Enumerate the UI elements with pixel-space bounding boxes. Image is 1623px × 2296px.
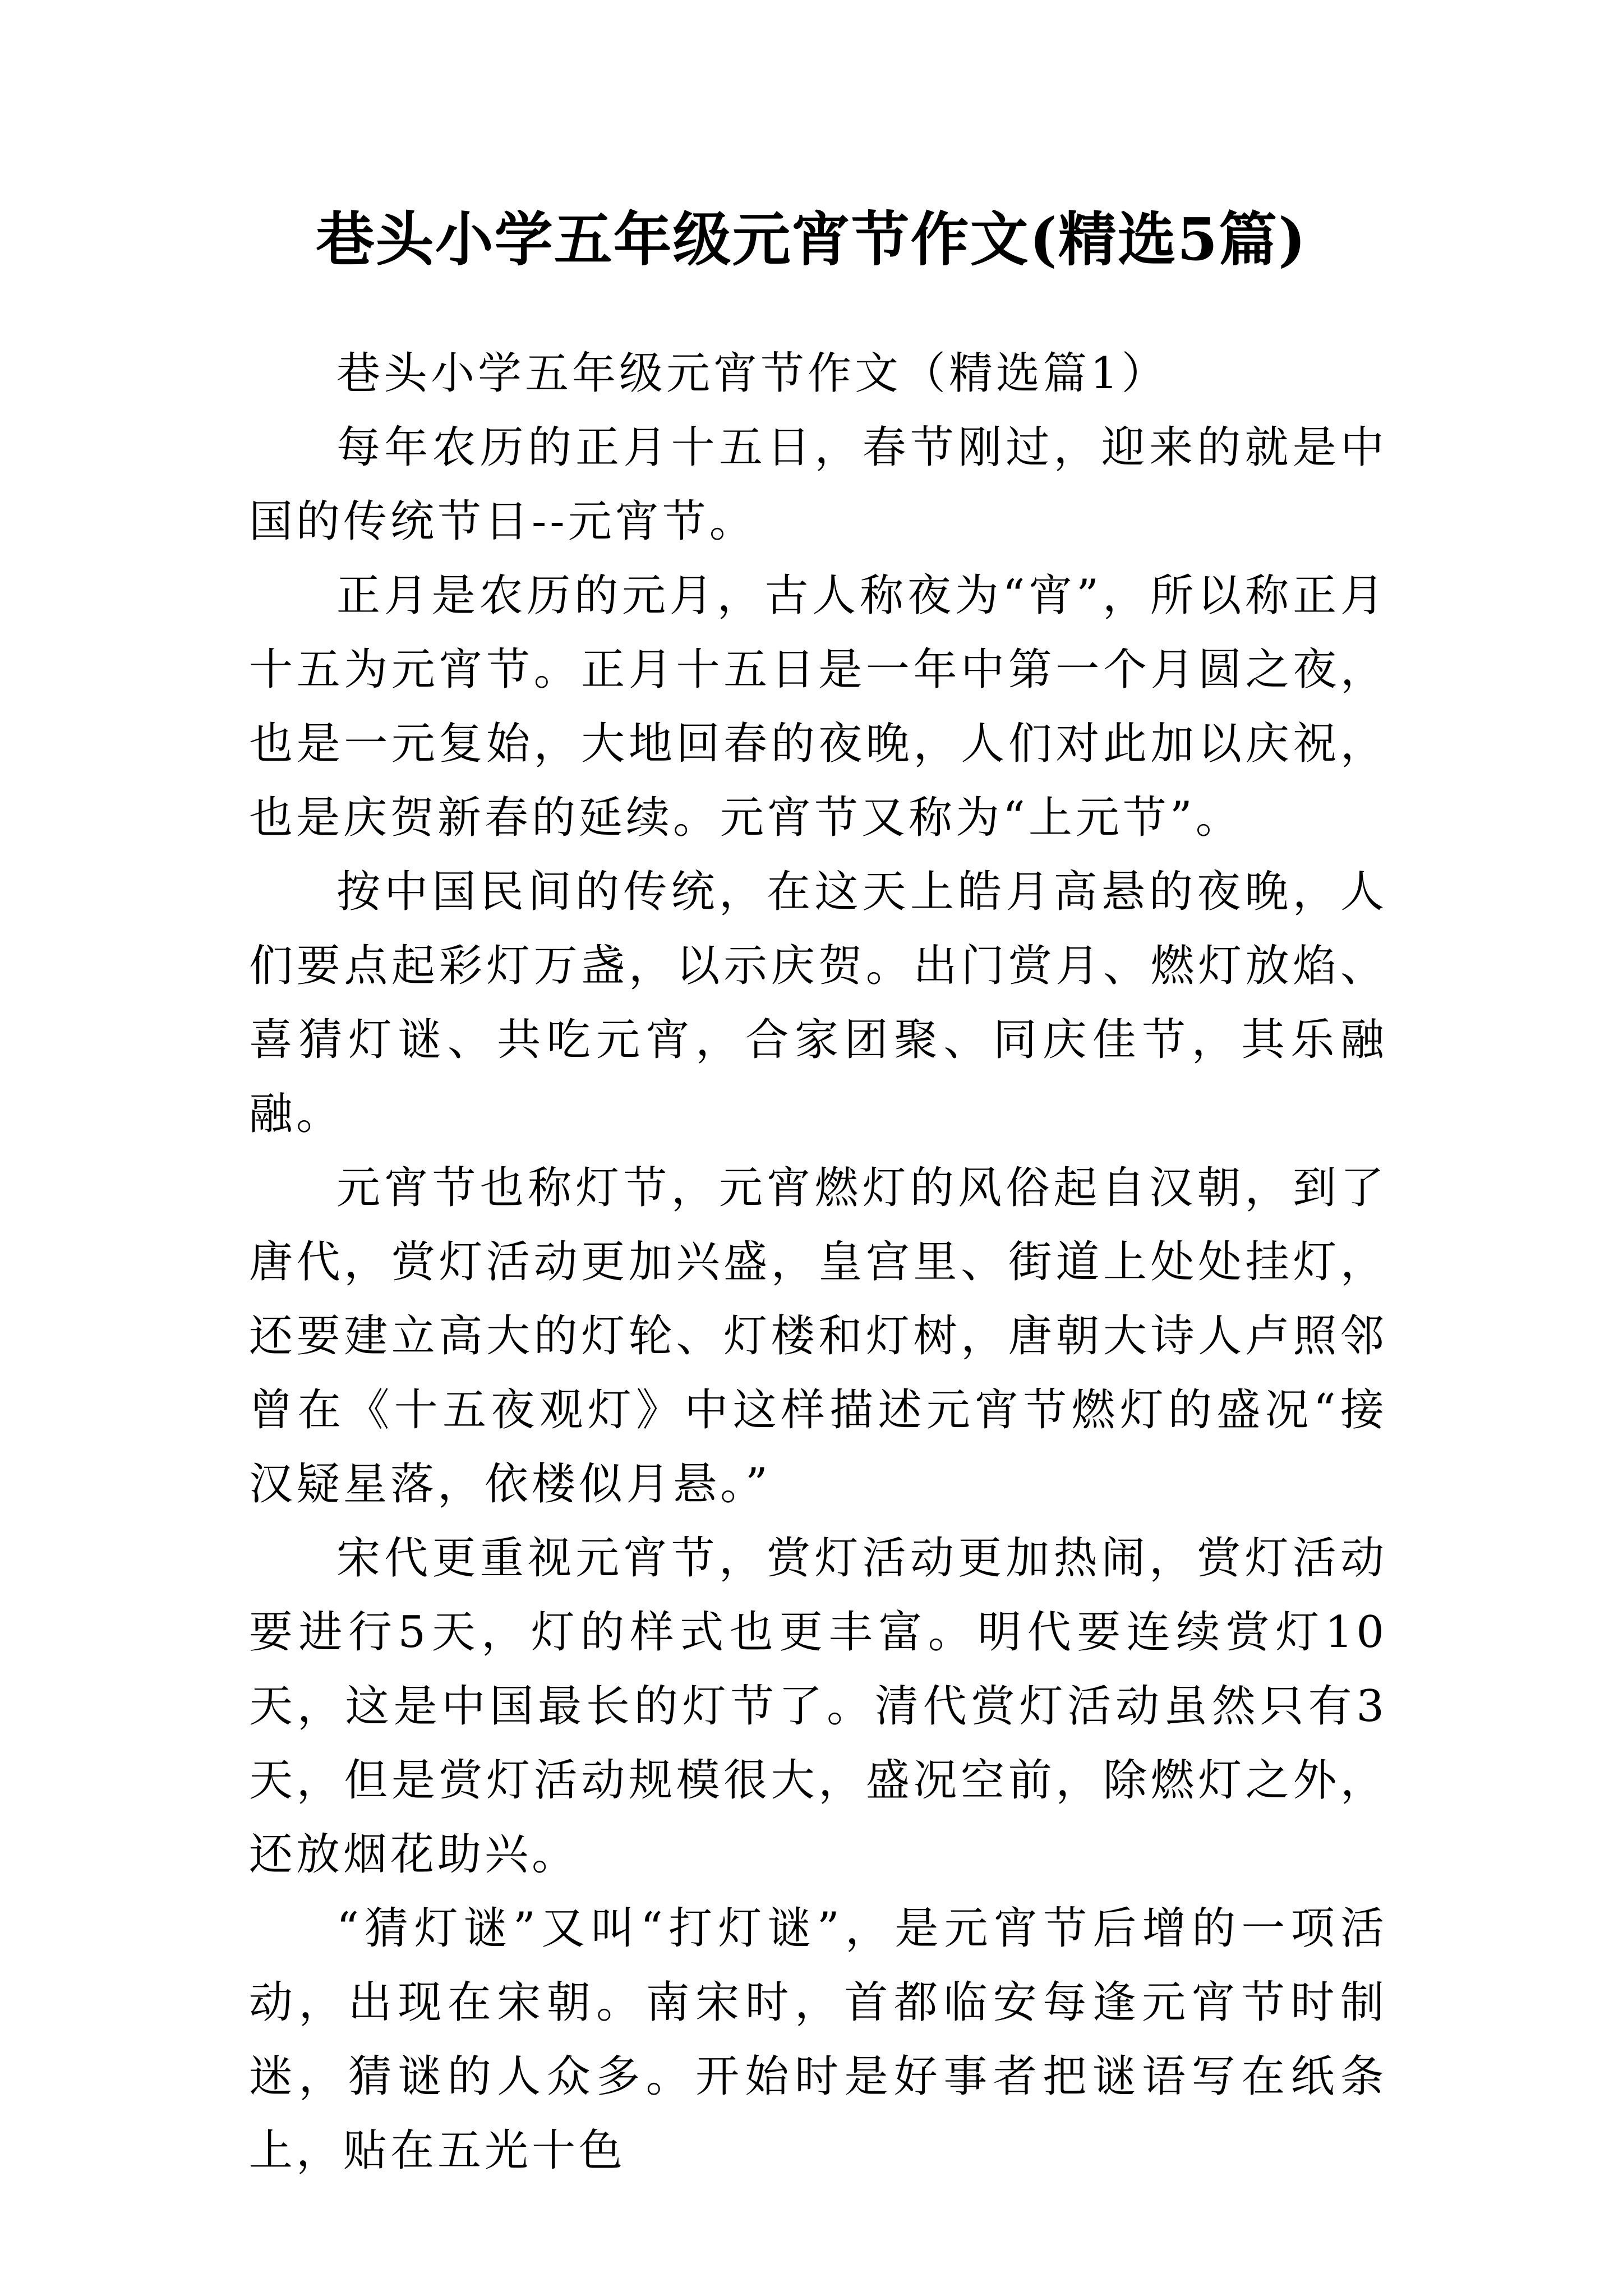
document-body: [249, 337, 1387, 2188]
paragraph: 元宵节也称灯节，元宵燃灯的风俗起自汉朝，到了唐代，赏灯活动更加兴盛，皇宫里、街道上处处挂灯，还要建立高大的灯轮、灯楼和灯树，唐朝大诗人卢照邻曾在《十五夜观灯》中这样描述元宵节燃灯的盛况“接汉疑星落，依楼似月悬。”: [249, 1163, 1387, 1510]
paragraph: 宋代更重视元宵节，赏灯活动更加热闹，赏灯活动要进行5天，灯的样式也更丰富。明代要连续赏灯10天，这是中国最长的灯节了。清代赏灯活动虽然只有3天，但是赏灯活动规模很大，盛况空前，除燃灯之外，还放烟花助兴。: [249, 1533, 1387, 1880]
paragraph: 每年农历的正月十五日，春节刚过，迎来的就是中国的传统节日--元宵节。: [249, 422, 1387, 547]
paragraph: “猜灯谜”又叫“打灯谜”，是元宵节后增的一项活动，出现在宋朝。南宋时，首都临安每逢元宵节时制迷，猜谜的人众多。开始时是好事者把谜语写在纸条上，贴在五光十色: [249, 1903, 1387, 2176]
paragraph-section-heading: 巷头小学五年级元宵节作文（精选篇1）: [336, 348, 1169, 399]
paragraph: 按中国民间的传统，在这天上皓月高悬的夜晚，人们要点起彩灯万盏，以示庆贺。出门赏月、燃灯放焰、喜猜灯谜、共吃元宵，合家团聚、同庆佳节，其乐融融。: [249, 867, 1387, 1139]
paragraph: 正月是农历的元月，古人称夜为“宵”，所以称正月十五为元宵节。正月十五日是一年中第一个月圆之夜，也是一元复始，大地回春的夜晚，人们对此加以庆祝，也是庆贺新春的延续。元宵节又称为“上元节”。: [249, 570, 1387, 843]
document-title: 巷头小学五年级元宵节作文(精选5篇): [316, 205, 1307, 274]
